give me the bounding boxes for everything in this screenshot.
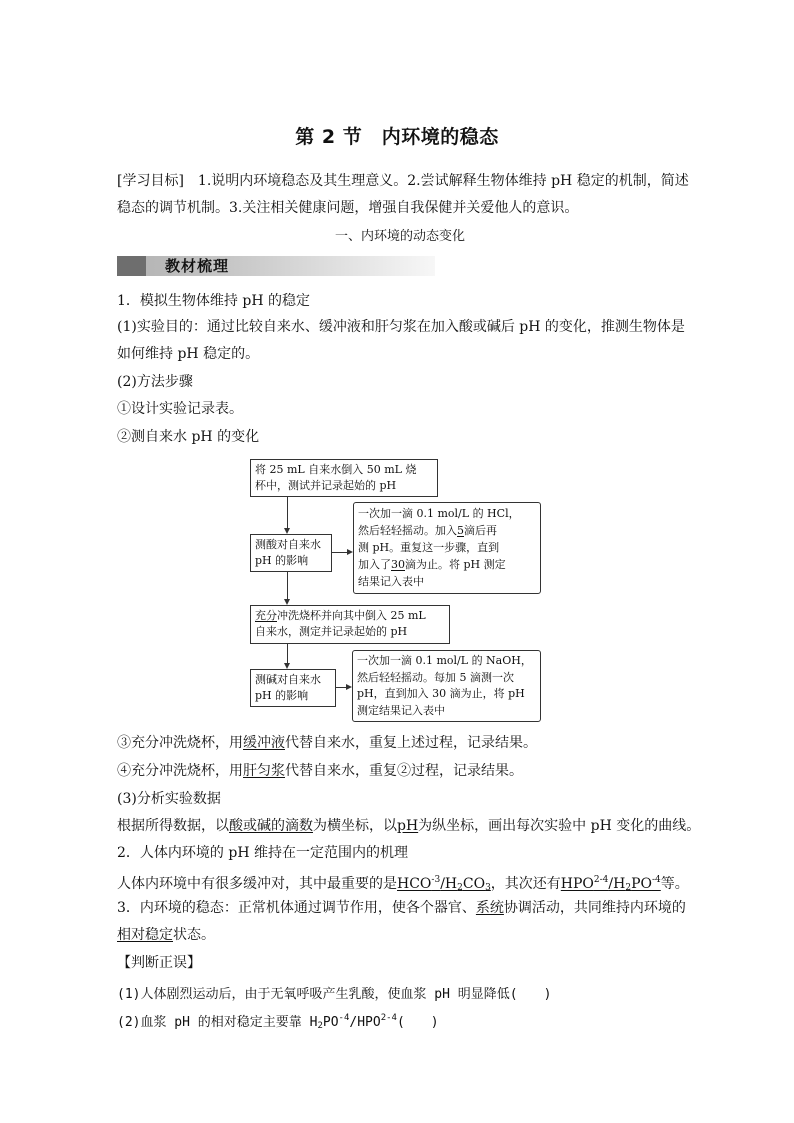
base-procedure-line-1: 一次加一滴 0.1 mol/L 的 NaOH， xyxy=(357,654,532,667)
acid-procedure-line-5: 结果记入表中 xyxy=(358,575,424,588)
connector-2 xyxy=(332,552,348,553)
flow-box-base-line-1: 测碱对自来水 xyxy=(255,673,321,686)
judge-heading: 【判断正误】 xyxy=(117,955,201,971)
flow-box-start-line-2: 杯中，测试并记录起始的 pH xyxy=(255,479,397,492)
flow-box-start xyxy=(250,459,438,497)
blank-systems: 系统 xyxy=(475,900,504,916)
flow-box-base-procedure xyxy=(352,650,541,722)
learning-objectives-line-2: 稳态的调节机制。3.关注相关健康问题，增强自我保健并关爱他人的意识。 xyxy=(117,200,579,216)
acid-procedure-line-1: 一次加一滴 0.1 mol/L 的 HCl， xyxy=(358,507,520,520)
page-title: 第 2 节 内环境的稳态 xyxy=(295,126,499,148)
item-1-purpose-line-1: (1)实验目的：通过比较自来水、缓冲液和肝匀浆在加入酸或碱后 pH 的变化，推测生物体是 xyxy=(117,319,685,335)
item-2-heading: 2．人体内环境的 pH 维持在一定范围内的机理 xyxy=(117,845,408,861)
item-1-analysis-heading: (3)分析实验数据 xyxy=(117,791,221,807)
judge-question-1: (1)人体剧烈运动后，由于无氧呼吸产生乳酸，使血浆 pH 明显降低( ) xyxy=(117,987,552,1002)
blank-drops-30: 30 xyxy=(391,558,405,571)
flow-box-base-test xyxy=(250,669,336,707)
rinse-line-2: 自来水，测定并记录起始的 pH xyxy=(255,625,408,638)
item-3-line-2: 相对稳定状态。 xyxy=(117,927,215,943)
blank-acid-base-drops: 酸或碱的滴数 xyxy=(229,818,313,834)
item-1-purpose-line-2: 如何维持 pH 稳定的。 xyxy=(117,346,260,362)
rinse-line-1: 充分冲洗烧杯并向其中倒入 25 mL xyxy=(255,609,426,622)
blank-bicarbonate-pair: $HCO^{-3}/H_2CO_3$ xyxy=(397,875,491,893)
banner-dark-block xyxy=(117,256,146,276)
section-heading: 一、内环境的动态变化 xyxy=(335,229,466,244)
connector-3 xyxy=(287,572,288,600)
blank-relative-stability: 相对稳定 xyxy=(117,927,173,943)
flow-box-start-line-1: 将 25 mL 自来水倒入 50 mL 烧 xyxy=(255,463,417,476)
item-2-text: 人体内环境中有很多缓冲对，其中最重要的是$HCO^{-3}/H_2CO_3$，其次还有$HPO^{2-4}/H_2PO^{-4}$等。 xyxy=(117,875,689,893)
judge-question-2: (2)血浆 pH 的相对稳定主要靠 $H_2PO^{-4}/HPO^{2-4}$( ) xyxy=(117,1013,439,1031)
connector-1 xyxy=(287,497,288,529)
acid-procedure-line-4: 加入了30滴为止。将 pH 测定 xyxy=(358,558,506,571)
acid-procedure-line-3: 测 pH。重复这一步骤，直到 xyxy=(358,541,500,554)
learning-objectives-line-1: [学习目标] 1.说明内环境稳态及其生理意义。2.尝试解释生物体维持 pH 稳定的机制，简述 xyxy=(117,173,689,189)
textbook-review-banner xyxy=(117,256,435,276)
connector-4 xyxy=(287,644,288,664)
blank-phosphate-pair: $HPO^{2-4}/H_2PO^{-4}$ xyxy=(560,875,661,893)
item-1-method-heading: (2)方法步骤 xyxy=(117,374,193,390)
blank-liver-homogenate: 肝匀浆 xyxy=(243,763,285,779)
flow-box-base-line-2: pH 的影响 xyxy=(255,689,309,702)
flow-box-rinse xyxy=(250,605,450,644)
banner-label: 教材梳理 xyxy=(165,257,230,275)
step-2: ②测自来水 pH 的变化 xyxy=(117,429,260,445)
blank-thoroughly: 充分 xyxy=(255,609,277,622)
flow-box-acid-test xyxy=(250,534,332,572)
base-procedure-line-4: 测定结果记入表中 xyxy=(357,703,445,717)
flow-box-acid-procedure xyxy=(353,502,541,594)
blank-ph: pH xyxy=(397,818,419,834)
base-procedure-line-3: pH，直到加入 30 滴为止，将 pH xyxy=(357,687,525,700)
base-procedure-line-2: 然后轻轻摇动。每加 5 滴测一次 xyxy=(357,670,514,684)
acid-procedure-line-2: 然后轻轻摇动。加入5滴后再 xyxy=(358,524,497,537)
item-3-line-1: 3．内环境的稳态：正常机体通过调节作用，使各个器官、系统协调活动，共同维持内环境的 xyxy=(117,900,686,916)
blank-drops-5: 5 xyxy=(457,524,464,537)
step-4: ④充分冲洗烧杯，用肝匀浆代替自来水，重复②过程，记录结果。 xyxy=(117,763,523,779)
step-3: ③充分冲洗烧杯，用缓冲液代替自来水，重复上述过程，记录结果。 xyxy=(117,735,537,751)
flow-box-acid-line-2: pH 的影响 xyxy=(255,554,309,567)
flow-box-acid-line-1: 测酸对自来水 xyxy=(255,538,321,551)
item-1-analysis-text: 根据所得数据，以酸或碱的滴数为横坐标，以pH为纵坐标，画出每次实验中 pH 变化的曲线。 xyxy=(117,818,701,834)
step-1: ①设计实验记录表。 xyxy=(117,401,243,417)
item-1-heading: 1．模拟生物体维持 pH 的稳定 xyxy=(117,293,310,309)
blank-buffer: 缓冲液 xyxy=(243,735,285,751)
